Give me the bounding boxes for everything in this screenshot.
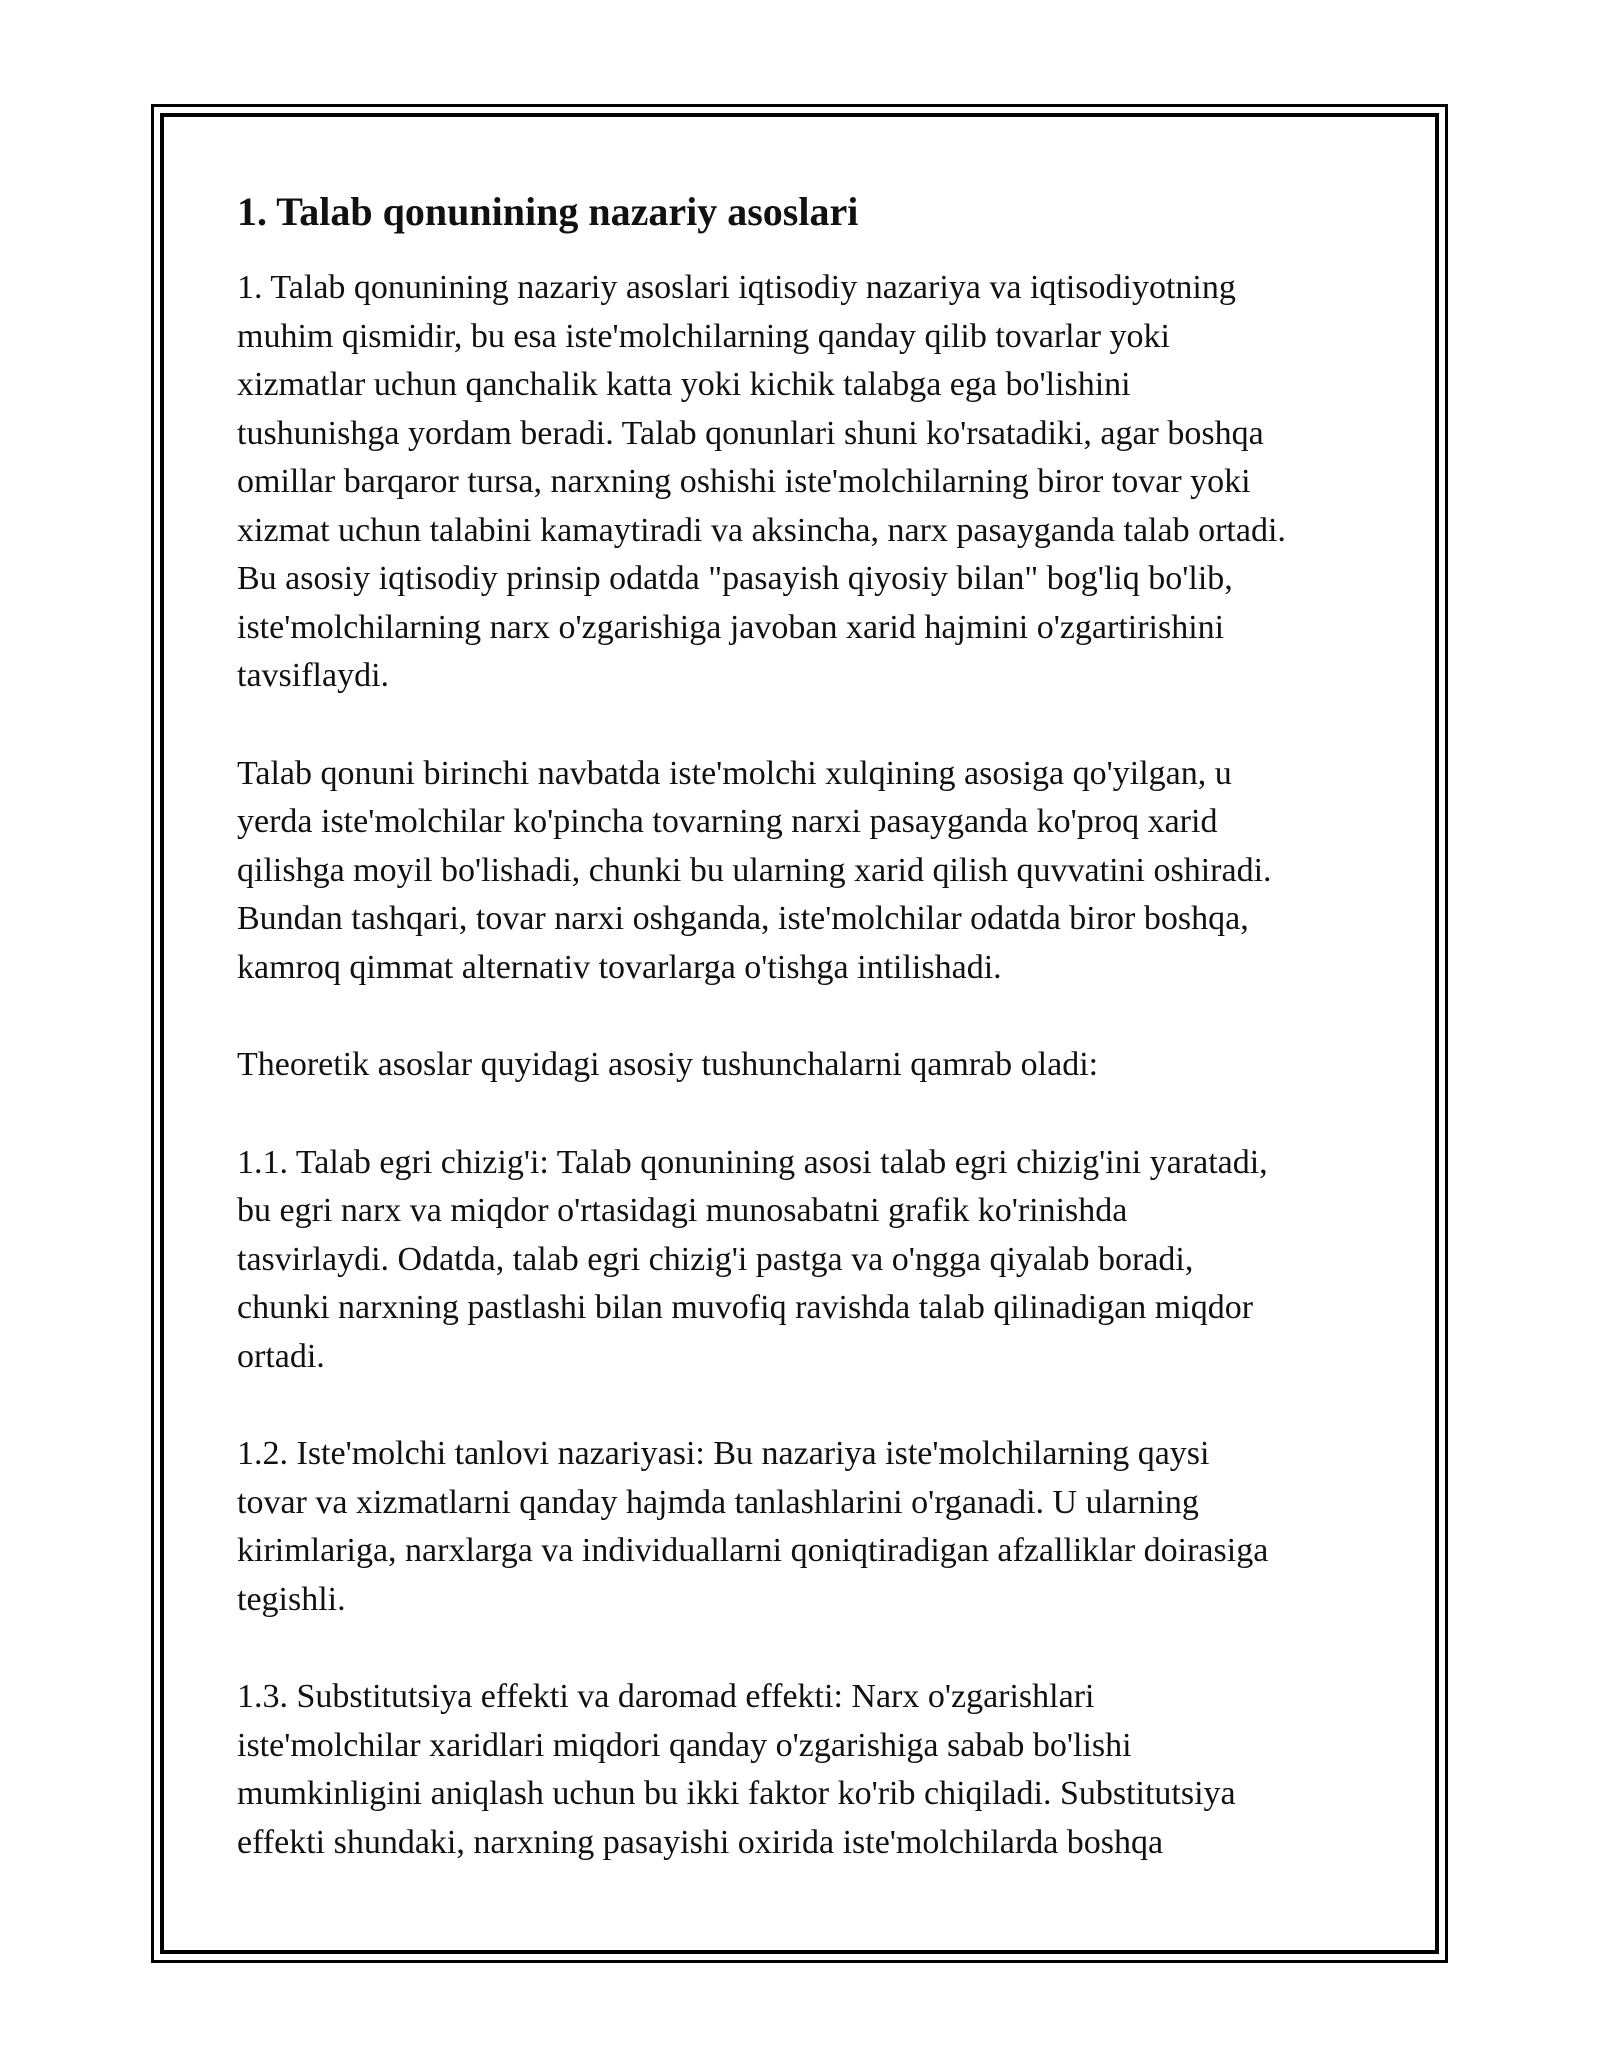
- section-heading: 1. Talab qonunining nazariy asoslari: [237, 189, 859, 234]
- document-body: [237, 186, 1387, 1916]
- paragraph-consumer-behavior: Talab qonuni birinchi navbatda iste'molchi xulqining asosiga qo'yilgan, u yerda iste'molchilar ko'pincha tovarning narxi pasayganda ko'proq xarid qilishga moyil bo'lishadi, chunki bu ularning xarid qilish quvvatini oshiradi. Bundan tashqari, tovar narxi oshganda, iste'molchilar odatda biror boshqa, kamroq qimmat alternativ tovarlarga o'tishga intilishadi.: [237, 754, 1272, 986]
- paragraph-demand-curve: 1.1. Talab egri chizig'i: Talab qonunining asosi talab egri chizig'ini yaratadi, bu egri narx va miqdor o'rtasidagi munosabatni grafik ko'rinishda tasvirlaydi. Odatda, talab egri chizig'i pastga va o'ngga qiyalab boradi, chunki narxning pastlashi bilan muvofiq ravishda talab qilinadigan miqdor ortadi.: [237, 1143, 1268, 1375]
- paragraph-substitution-effect: 1.3. Substitutsiya effekti va daromad effekti: Narx o'zgarishlari iste'molchilar xaridlari miqdori qanday o'zgarishiga sabab bo'lishi mumkinligini aniqlash uchun bu ikki faktor ko'rib chiqiladi. Substitutsiya effekti shundaki, narxning pasayishi oxirida iste'molchilarda boshqa: [237, 1678, 1236, 1861]
- paragraph-intro: 1. Talab qonunining nazariy asoslari iqtisodiy nazariya va iqtisodiyotning muhim qismidir, bu esa iste'molchilarning qanday qilib tovarlar yoki xizmatlar uchun qanchalik katta yoki kichik talabga ega bo'lishini tushunishga yordam beradi. Talab qonunlari shuni ko'rsatadiki, agar boshqa omillar barqaror tursa, narxning oshishi iste'molchilarning biror tovar yoki xizmat uchun talabini kamaytiradi va aksincha, narx pasayganda talab ortadi. Bu asosiy iqtisodiy prinsip odatda "pasayish qiyosiy bilan" bog'liq bo'lib, iste'molchilarning narx o'zgarishiga javoban xarid hajmini o'zgartirishini tavsiflaydi.: [237, 269, 1286, 694]
- paragraph-theoretical-basis: Theoretik asoslar quyidagi asosiy tushunchalarni qamrab oladi:: [237, 1046, 1099, 1083]
- paragraph-consumer-choice: 1.2. Iste'molchi tanlovi nazariyasi: Bu nazariya iste'molchilarning qaysi tovar va xizmatlarni qanday hajmda tanlashlarini o'rganadi. U ularning kirimlariga, narxlarga va individuallarni qoniqtiradigan afzalliklar doirasiga tegishli.: [237, 1435, 1269, 1618]
